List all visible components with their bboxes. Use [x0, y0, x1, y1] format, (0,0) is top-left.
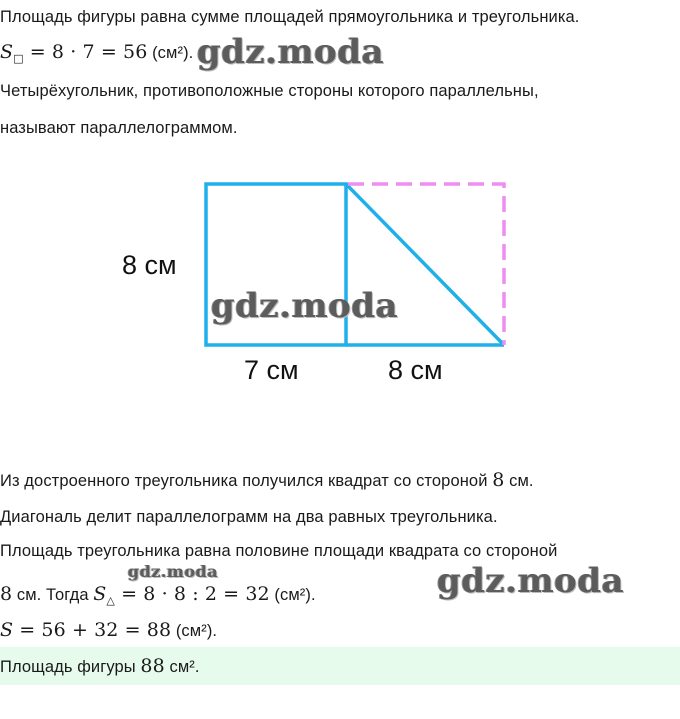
formula-expression: = 8 · 7 = 56: [23, 41, 148, 63]
answer-unit: см².: [164, 658, 200, 676]
answer-text: Площадь фигуры: [0, 658, 141, 676]
text-segment: см. Тогда: [12, 586, 94, 604]
triangle-subscript: △: [106, 594, 115, 607]
watermark-bottom-right: gdz.moda: [437, 561, 625, 601]
unit-text: (см²).: [171, 622, 218, 640]
area-symbol: S: [0, 619, 14, 641]
answer-line: [0, 655, 200, 678]
width-left-label: 7 см: [244, 355, 299, 385]
area-symbol: S: [0, 41, 14, 63]
formula-expression: = 56 + 32 = 88: [13, 619, 172, 641]
text-segment: Из достроенного треугольника получился квадрат со стороной: [0, 472, 493, 490]
unit-text: см.: [504, 472, 534, 490]
text-line-1: Площадь фигуры равна сумме площадей прямоугольника и треугольника.: [0, 8, 580, 26]
number-inline: 8: [492, 469, 505, 491]
text-line-3: Четырёхугольник, противоположные стороны которого параллельны,: [0, 82, 539, 100]
watermark-figure: gdz.moda: [211, 286, 399, 326]
answer-number: 88: [140, 655, 165, 677]
text-line-4: называют параллелограммом.: [0, 119, 238, 137]
watermark-small: gdz.moda: [128, 562, 219, 581]
unit-text: (см²).: [269, 586, 316, 604]
width-right-label: 8 см: [388, 355, 443, 385]
height-label: 8 см: [122, 250, 177, 280]
text-line-6: Диагональ делит параллелограмм на два равных треугольника.: [0, 508, 498, 526]
watermark-top: gdz.moda: [197, 32, 385, 72]
formula-line-total-area: [0, 619, 217, 642]
square-subscript: □: [13, 52, 24, 65]
formula-line-triangle-area: [0, 583, 316, 612]
area-symbol: S: [93, 583, 107, 605]
text-line-7: Площадь треугольника равна половине площади квадрата со стороной: [0, 542, 558, 560]
unit-text: (см²).: [147, 44, 194, 62]
formula-expression: = 8 · 8 : 2 = 32: [114, 583, 270, 605]
text-line-5: [0, 469, 534, 492]
number-inline: 8: [0, 583, 13, 605]
